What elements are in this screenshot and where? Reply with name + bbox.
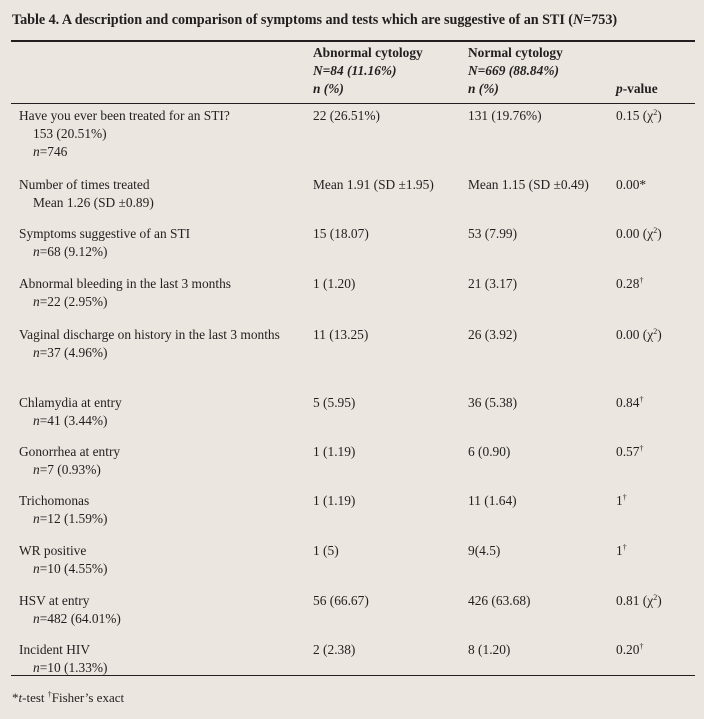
- table-footnote: *t-test †Fisher’s exact: [12, 690, 125, 705]
- header-rule: [11, 103, 695, 104]
- header-normal-cytology: Normal cytology N=669 (88.84%) n (%): [468, 45, 563, 96]
- header-abnormal-cytology: Abnormal cytology N=84 (11.16%) n (%): [313, 45, 423, 96]
- bottom-rule: [11, 675, 695, 676]
- top-rule: [11, 40, 695, 42]
- table-figure: Table 4. A description and comparison of symptoms and tests which are suggestive of an STI (N=753) Abnormal cytology N=84 (11.16%) n (%) Normal cytology N=669 (88.84%) n (%) p-value Have you ever been treated for an STI? 153 (20.51%) n=746 22 (26.51%) 131 (19.76%) 0.15 $(\chi^2)$ Number of times treated Mean 1.26 (SD ±0.89) Mean 1.91 (SD ±1.95) Mean 1.15 (SD ±0.49) 0.00* Symptoms suggestive of an STI n=68 (9.12%) 15 (18.07) 53 (7.99) 0.00 $(\chi^2)$ Abnormal bleeding in the last 3 months n=22 (2.95%) 1 (1.20) 21 (3.17) 0.28† Vaginal discharge on history in the last 3 months n=37 (4.96%) 11 (13.25) 26 (3.92) 0.00 $(\chi^2)$ Chlamydia at entry n=41 (3.44%) 5 (5.95) 36 (5.38) 0.84† Gonorrhea at entry n=7 (0.93%) 1 (1.19) 6 (0.90) 0.57† Trichomonas n=12 (1.59%) 1 (1.19) 11 (1.64) 1† WR positive n=10 (4.55%) 1 (5) 9(4.5) 1† HSV at entry n=482 (64.01%) 56 (66.67) 426 (63.68) 0.81 $(\chi^2)$ Incident HIV n=10 (1.33%) 2 (2.38) 8 (1.20) 0.20† *t-test †Fisher’s exact: [0, 0, 704, 719]
- table-title: Table 4. A description and comparison of symptoms and tests which are suggestive of an STI (N=753): [12, 12, 618, 28]
- header-p-value: p-value: [616, 81, 658, 96]
